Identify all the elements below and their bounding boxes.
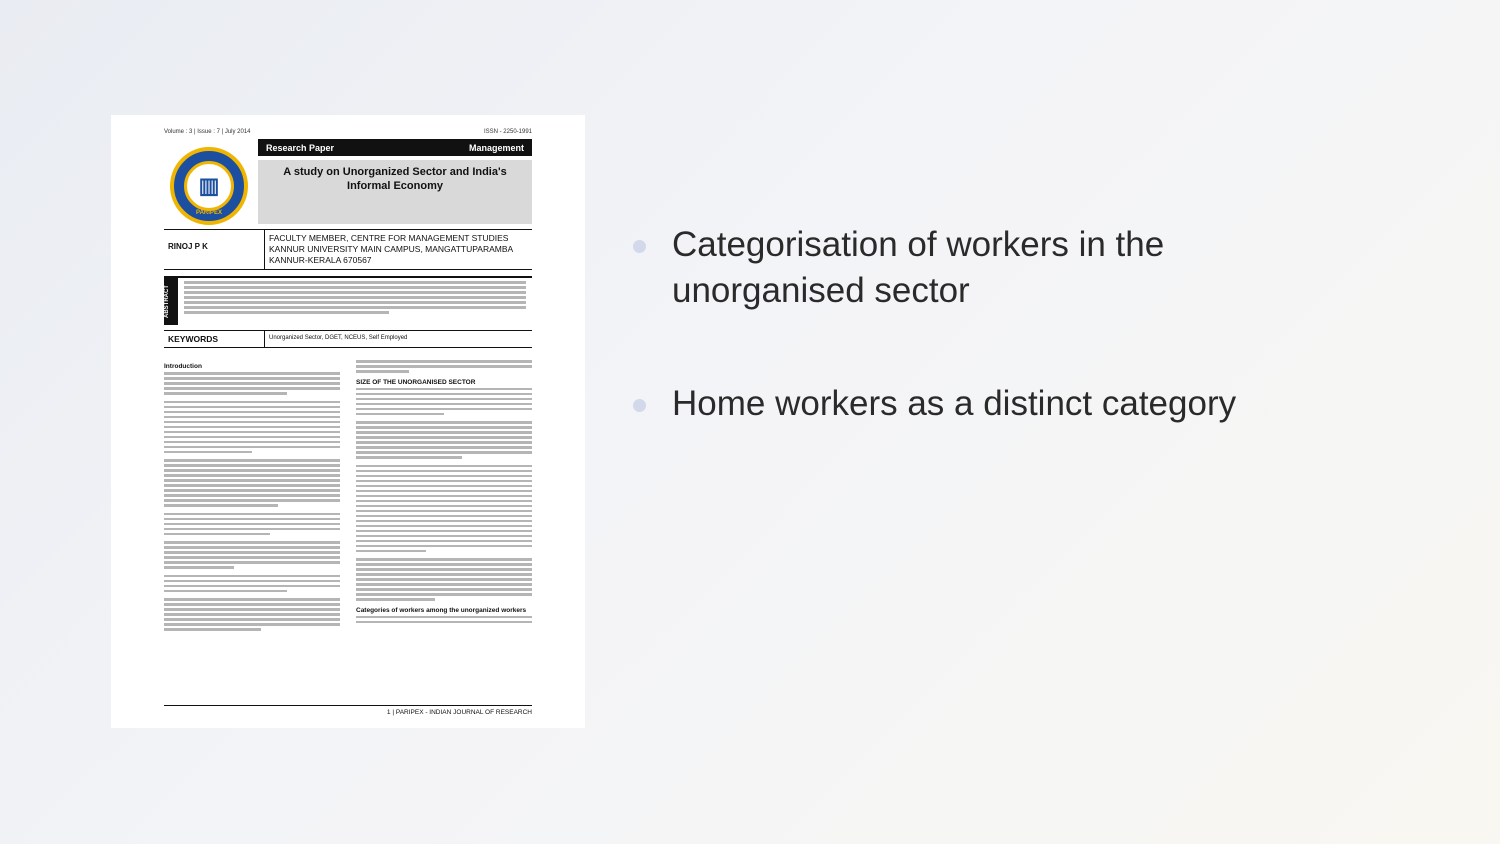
keywords-row (164, 330, 532, 348)
abstract-label: ABSTRACT (164, 278, 178, 325)
categories-heading: Categories of workers among the unorganized workers (356, 606, 527, 614)
abstract-text (178, 278, 532, 319)
paper-footer: 1 | PARIPEX - INDIAN JOURNAL OF RESEARCH (164, 705, 532, 716)
issn: ISSN - 2250-1991 (483, 129, 532, 135)
category-bar (258, 139, 532, 156)
author-row (164, 229, 532, 270)
bullet-list (632, 222, 1252, 494)
paper-title: A study on Unorganized Sector and India's Informal Economy (258, 160, 532, 224)
paper-column-left (164, 360, 340, 637)
paper-column-right (356, 360, 532, 637)
bullet-dot-icon (633, 240, 646, 253)
author-affiliation: FACULTY MEMBER, CENTRE FOR MANAGEMENT STUDIES KANNUR UNIVERSITY MAIN CAMPUS, MANGATTUPARAMBA KANNUR-KERALA 670567 (269, 233, 513, 265)
author-name: RINOJ P K (164, 230, 265, 269)
keywords-value: Unorganized Sector, DGET, NCEUS, Self Employed (269, 335, 408, 341)
abstract-block (164, 276, 532, 325)
journal-logo-icon: ▥ PARIPEX (170, 147, 248, 225)
logo-ring-text: PARIPEX (196, 210, 222, 216)
category-left: Research Paper (266, 142, 335, 153)
bullet-item (632, 381, 1252, 427)
intro-heading: Introduction (164, 363, 202, 370)
bullet-text: Home workers as a distinct category (672, 384, 1237, 423)
bullet-dot-icon (633, 399, 646, 412)
bullet-text: Categorisation of workers in the unorganised sector (672, 225, 1165, 310)
volume-line: Volume : 3 | Issue : 7 | July 2014 (164, 129, 251, 135)
research-paper-image (111, 115, 585, 728)
bullet-item (632, 222, 1252, 314)
keywords-label: KEYWORDS (164, 331, 265, 347)
category-right: Management (468, 142, 524, 153)
paper-body (164, 360, 532, 637)
size-heading: SIZE OF THE UNORGANISED SECTOR (356, 378, 476, 386)
